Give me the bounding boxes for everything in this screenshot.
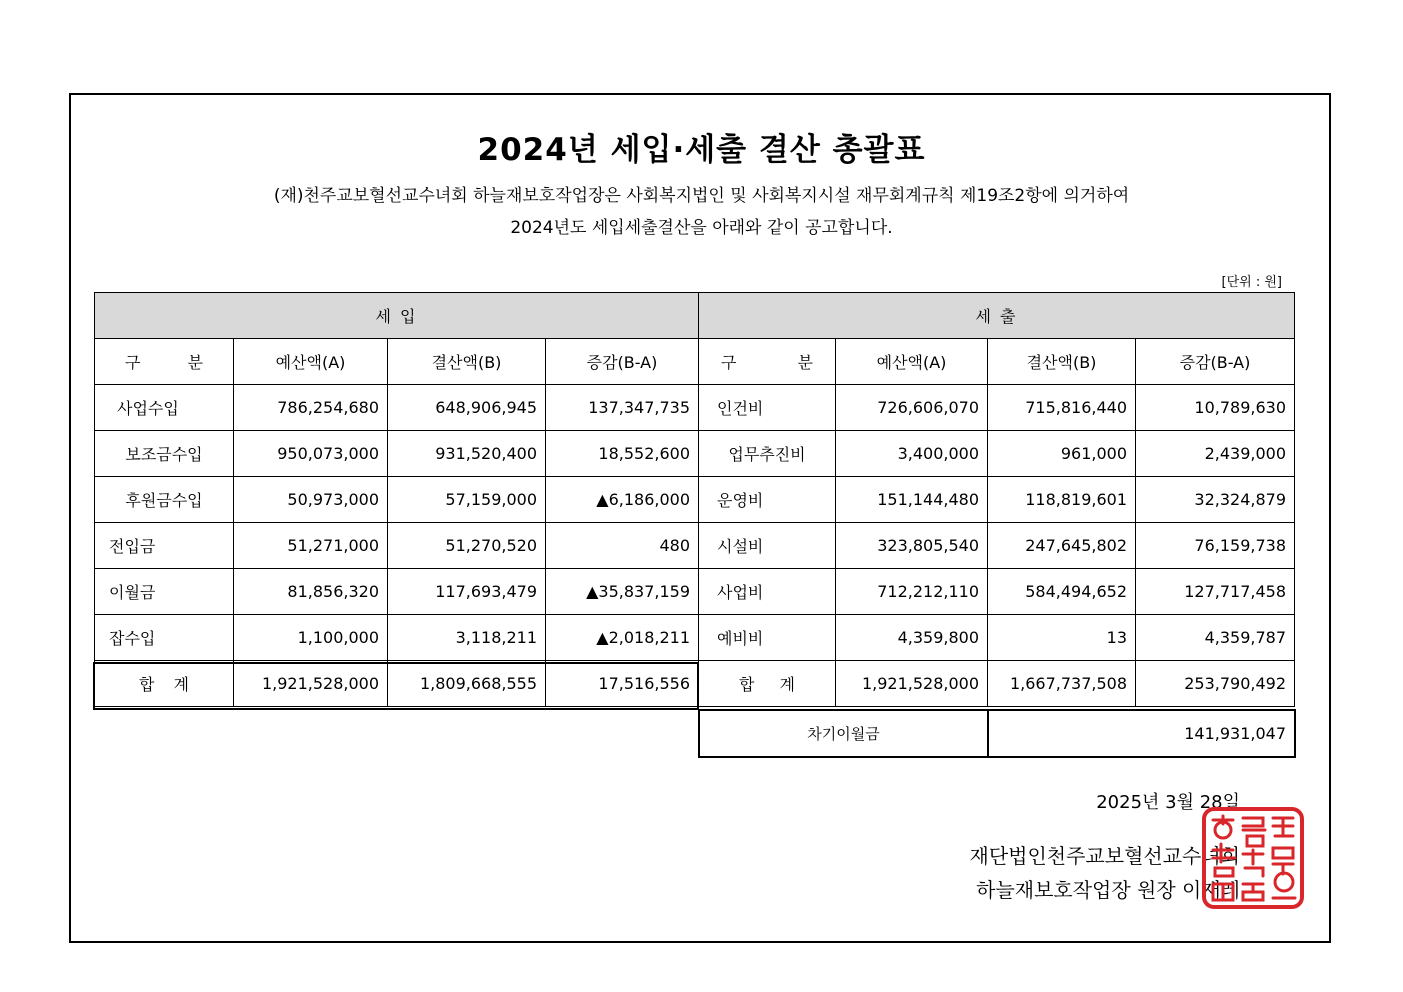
table-row (95, 431, 699, 477)
revenue-row-budget: 81,856,320 (234, 569, 388, 615)
expenditure-header-settled: 결산액(B) (988, 339, 1136, 385)
table-row (699, 385, 1295, 431)
revenue-row-diff: ▲2,018,211 (546, 615, 699, 661)
expenditure-row-budget: 323,805,540 (836, 523, 988, 569)
expenditure-row-budget: 726,606,070 (836, 385, 988, 431)
revenue-row-budget: 786,254,680 (234, 385, 388, 431)
revenue-header-settled: 결산액(B) (388, 339, 546, 385)
expenditure-row-diff: 2,439,000 (1136, 431, 1295, 477)
revenue-row-budget: 50,973,000 (234, 477, 388, 523)
expenditure-row-settled: 584,494,652 (988, 569, 1136, 615)
revenue-row-diff: 480 (546, 523, 699, 569)
unit-label: [단위 : 원] (1221, 275, 1282, 290)
revenue-row-diff: 18,552,600 (546, 431, 699, 477)
expenditure-row-settled: 961,000 (988, 431, 1136, 477)
revenue-row-settled: 51,270,520 (388, 523, 546, 569)
expenditure-section-header-row (699, 293, 1295, 339)
expenditure-section-header: 세 출 (699, 293, 1295, 339)
expenditure-row-diff: 10,789,630 (1136, 385, 1295, 431)
expenditure-column-header-row (699, 339, 1295, 385)
official-seal-icon (1201, 806, 1305, 910)
revenue-row-label: 사업수입 (95, 385, 234, 431)
table-row (699, 477, 1295, 523)
expenditure-total-settled: 1,667,737,508 (988, 661, 1136, 707)
expenditure-header-category: 구 분 (699, 339, 836, 385)
expenditure-row-budget: 4,359,800 (836, 615, 988, 661)
expenditure-total-row (699, 661, 1295, 707)
expenditure-header-diff: 증감(B-A) (1136, 339, 1295, 385)
revenue-header-diff: 증감(B-A) (546, 339, 699, 385)
revenue-row-label: 잡수입 (95, 615, 234, 661)
revenue-row-settled: 57,159,000 (388, 477, 546, 523)
revenue-row-settled: 931,520,400 (388, 431, 546, 477)
expenditure-total-diff: 253,790,492 (1136, 661, 1295, 707)
revenue-row-label: 이월금 (95, 569, 234, 615)
table-row (699, 569, 1295, 615)
expenditure-row-diff: 32,324,879 (1136, 477, 1295, 523)
expenditure-row-budget: 3,400,000 (836, 431, 988, 477)
revenue-section-header: 세 입 (95, 293, 699, 339)
revenue-row-diff: ▲35,837,159 (546, 569, 699, 615)
expenditure-row-label: 인건비 (699, 385, 836, 431)
expenditure-row-settled: 118,819,601 (988, 477, 1136, 523)
revenue-row-budget: 51,271,000 (234, 523, 388, 569)
revenue-header-category: 구 분 (95, 339, 234, 385)
expenditure-row-diff: 127,717,458 (1136, 569, 1295, 615)
table-row (95, 569, 699, 615)
subtitle-line-1: (재)천주교보혈선교수녀회 하늘재보호작업장은 사회복지법인 및 사회복지시설 재무회계규칙 제19조2항에 의거하여 (273, 186, 1130, 206)
carryover-value: 141,931,047 (988, 710, 1295, 757)
organization-name: 재단법인천주교보혈선교수녀회 (969, 844, 1240, 868)
revenue-row-settled: 117,693,479 (388, 569, 546, 615)
revenue-row-diff: 137,347,735 (546, 385, 699, 431)
table-row (699, 523, 1295, 569)
revenue-column-header-row (95, 339, 699, 385)
expenditure-total-budget: 1,921,528,000 (836, 661, 988, 707)
revenue-total-diff: 17,516,556 (546, 661, 699, 707)
table-row (95, 385, 699, 431)
revenue-table (94, 292, 699, 707)
revenue-header-budget: 예산액(A) (234, 339, 388, 385)
revenue-row-budget: 950,073,000 (234, 431, 388, 477)
carryover-label: 차기이월금 (699, 710, 988, 757)
expenditure-row-label: 시설비 (699, 523, 836, 569)
expenditure-row-budget: 151,144,480 (836, 477, 988, 523)
expenditure-total-label: 합 계 (699, 661, 836, 707)
expenditure-row-settled: 247,645,802 (988, 523, 1136, 569)
expenditure-row-label: 업무추진비 (699, 431, 836, 477)
subtitle-line-2: 2024년도 세입세출결산을 아래와 같이 공고합니다. (510, 218, 893, 238)
representative-name: 하늘재보호작업장 원장 이재레 (976, 878, 1240, 902)
revenue-row-label: 전입금 (95, 523, 234, 569)
table-row (95, 477, 699, 523)
expenditure-row-label: 예비비 (699, 615, 836, 661)
table-row (95, 523, 699, 569)
expenditure-table (698, 292, 1295, 707)
revenue-total-settled: 1,809,668,555 (388, 661, 546, 707)
revenue-total-budget: 1,921,528,000 (234, 661, 388, 707)
expenditure-row-diff: 76,159,738 (1136, 523, 1295, 569)
revenue-row-settled: 648,906,945 (388, 385, 546, 431)
expenditure-header-budget: 예산액(A) (836, 339, 988, 385)
revenue-row-budget: 1,100,000 (234, 615, 388, 661)
revenue-row-label: 보조금수입 (95, 431, 234, 477)
expenditure-row-settled: 13 (988, 615, 1136, 661)
table-row (699, 431, 1295, 477)
revenue-row-diff: ▲6,186,000 (546, 477, 699, 523)
page-title: 2024년 세입·세출 결산 총괄표 (477, 132, 926, 168)
revenue-total-label: 합 계 (95, 661, 234, 707)
table-row (95, 615, 699, 661)
expenditure-row-budget: 712,212,110 (836, 569, 988, 615)
carryover-table (698, 709, 1296, 758)
revenue-section-header-row (95, 293, 699, 339)
expenditure-row-settled: 715,816,440 (988, 385, 1136, 431)
expenditure-row-label: 사업비 (699, 569, 836, 615)
revenue-total-row (95, 661, 699, 707)
announcement-date: 2025년 3월 28일 (1096, 792, 1240, 813)
carryover-row (699, 710, 1295, 757)
revenue-row-label: 후원금수입 (95, 477, 234, 523)
table-row (699, 615, 1295, 661)
revenue-row-settled: 3,118,211 (388, 615, 546, 661)
expenditure-row-label: 운영비 (699, 477, 836, 523)
expenditure-row-diff: 4,359,787 (1136, 615, 1295, 661)
